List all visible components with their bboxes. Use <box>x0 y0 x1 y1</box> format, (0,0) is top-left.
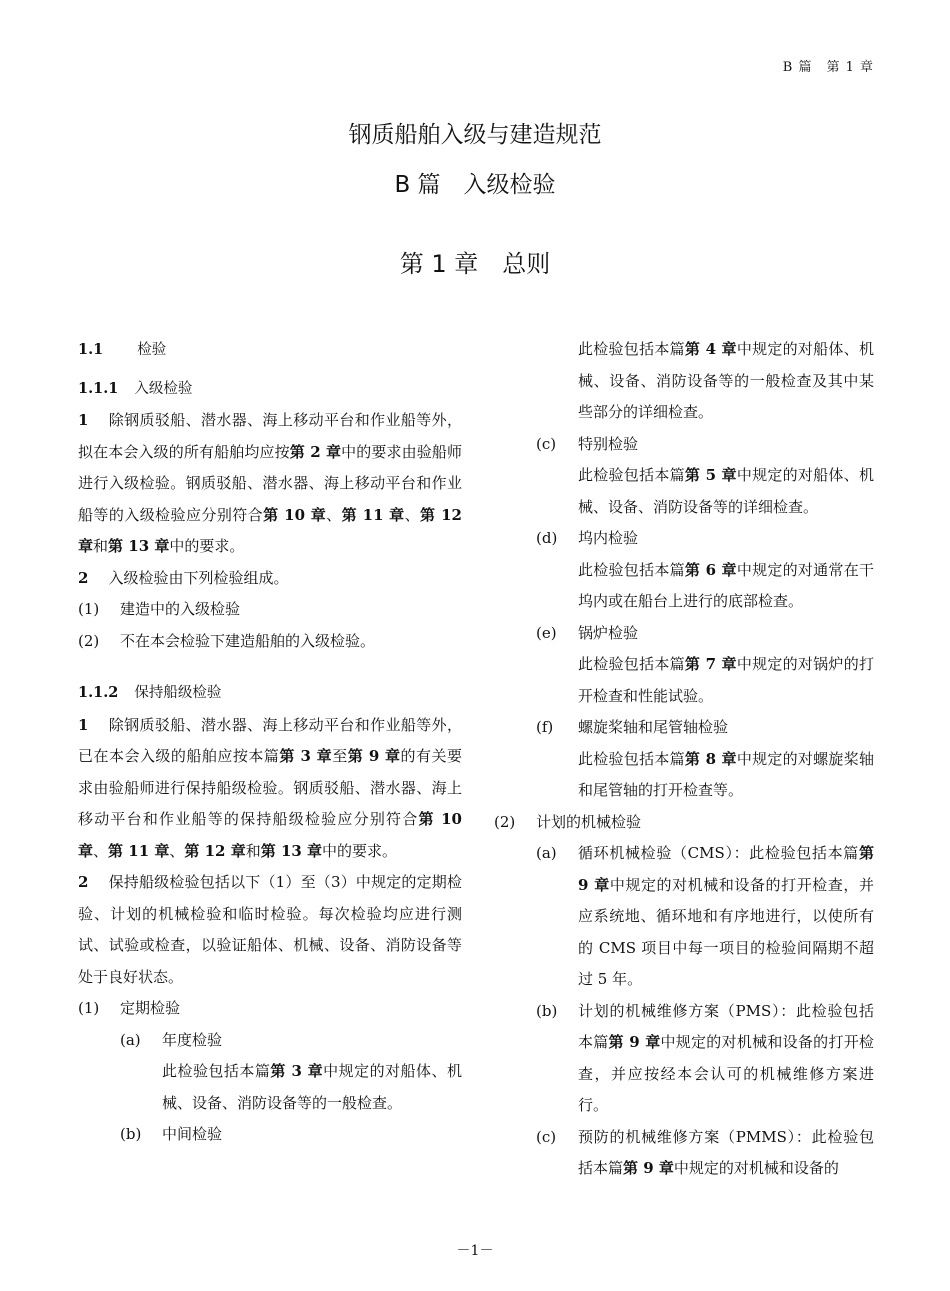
page-number: －1－ <box>456 1243 494 1259</box>
left-column <box>78 334 462 1151</box>
chapter-title: 第 1 章 总则 <box>399 250 551 278</box>
item-description: 此检验包括本篇第 7 章中规定的对锅炉的打开检查和性能试验。 <box>578 655 874 705</box>
list-item: (2) 不在本会检验下建造船舶的入级检验。 <box>78 631 376 650</box>
list-item: (b) 中间检验 <box>120 1125 223 1143</box>
list-item: (1) 建造中的入级检验 <box>78 600 241 618</box>
section-1-1-2-heading: 1.1.2 保持船级检验 <box>78 684 222 701</box>
section-1-1-1-heading: 1.1.1 入级检验 <box>78 379 193 397</box>
list-item: (a) 年度检验 <box>120 1030 223 1049</box>
section-1-1-heading: 1.1 检验 <box>78 341 167 358</box>
part-title: B 篇 入级检验 <box>394 172 556 198</box>
item-description: 此检验包括本篇第 6 章中规定的对通常在干坞内或在船台上进行的底部检查。 <box>578 560 874 610</box>
list-item: (c) 预防的机械维修方案（PMMS）：此检验包括本篇第 9 章中规定的对机械和设备的 <box>536 1127 874 1177</box>
list-item: (1) 定期检验 <box>78 999 181 1017</box>
list-item: (a) 循环机械检验（CMS）：此检验包括本篇第 9 章中规定的对机械和设备的打开检查，并应系统地、循环地和有序地进行，以使所有的 CMS 项目中每一项目的检验间隔期不超过 5 年。 <box>536 844 874 988</box>
paragraph-1-1-2-1: 1 除钢质驳船、潜水器、海上移动平台和作业船等外，已在本会入级的船舶应按本篇第 3 章至第 9 章的有关要求由验船师进行保持船级检验。钢质驳船、潜水器、海上移动平台和作业船等的保持船级检验应分别符合第 10 章、第 11 章、第 12 章和第 13 章中的要求。 <box>78 715 462 860</box>
item-description: 此检验包括本篇第 8 章中规定的对螺旋桨轴和尾管轴的打开检查等。 <box>578 749 874 799</box>
paragraph-1-1-2-2: 2 保持船级检验包括以下（1）至（3）中规定的定期检验、计划的机械检验和临时检验。每次检验均应进行测试、试验或检查，以验证船体、机械、设备、消防设备等处于良好状态。 <box>78 873 462 986</box>
list-item: (c) 特别检验 <box>536 434 639 453</box>
right-column <box>494 334 874 1185</box>
document-title: 钢质船舶入级与建造规范 <box>348 122 602 148</box>
item-description: 此检验包括本篇第 3 章中规定的对船体、机械、设备、消防设备等的一般检查。 <box>162 1062 462 1112</box>
paragraph-1-1-1-2: 2 入级检验由下列检验组成。 <box>78 568 289 587</box>
list-item: (d) 坞内检验 <box>536 529 639 547</box>
list-item: (e) 锅炉检验 <box>536 623 639 642</box>
list-item: (2) 计划的机械检验 <box>494 812 642 831</box>
running-header: B 篇 第 1 章 <box>782 60 874 75</box>
list-item: (b) 计划的机械维修方案（PMS）：此检验包括本篇第 9 章中规定的对机械和设备的打开检查，并应按经本会认可的机械维修方案进行。 <box>536 1001 874 1114</box>
item-description: 此检验包括本篇第 5 章中规定的对船体、机械、设备、消防设备等的详细检查。 <box>578 466 874 516</box>
item-description: 此检验包括本篇第 4 章中规定的对船体、机械、设备、消防设备等的一般检查及其中某些部分的详细检查。 <box>578 340 874 421</box>
paragraph-1-1-1-1: 1 除钢质驳船、潜水器、海上移动平台和作业船等外，拟在本会入级的所有船舶均应按第 2 章中的要求由验船师进行入级检验。钢质驳船、潜水器、海上移动平台和作业船等的入级检验应分别符合第 10 章、第 11 章、第 12 章和第 13 章中的要求。 <box>78 411 462 555</box>
list-item: (f) 螺旋桨轴和尾管轴检验 <box>536 718 729 736</box>
